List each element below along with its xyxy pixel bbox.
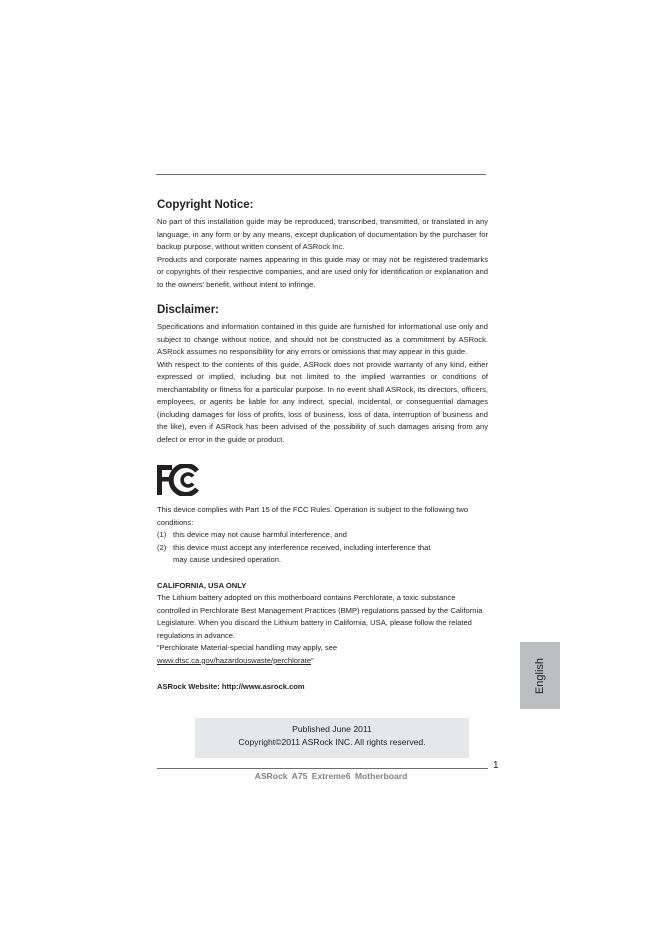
condition-text: this device must accept any interference received, including interference that bbox=[173, 542, 431, 552]
fcc-condition bbox=[157, 542, 488, 555]
condition-continuation: may cause undesired operation. bbox=[173, 555, 282, 564]
fcc-statement: This device complies with Part 15 of the FCC Rules. Operation is subject to the following two conditions: bbox=[157, 505, 469, 527]
copyright-line: Copyright©2011 ASRock INC. All rights reserved. bbox=[238, 737, 426, 747]
dtsc-link[interactable]: www.dtsc.ca.gov/hazardouswaste/perchlorate bbox=[157, 655, 312, 665]
copyright-paragraph: Products and corporate names appearing in this guide may or may not be registered trademarks or copyrights of their respective companies, and are used only for identification or explanation and to the owners' benefit, without intent to infringe. bbox=[157, 254, 488, 289]
top-divider bbox=[156, 174, 486, 175]
published-box bbox=[195, 718, 469, 758]
california-heading: CALIFORNIA, USA ONLY bbox=[157, 580, 247, 590]
california-note: “Perchlorate Material-special handling may apply, see bbox=[157, 643, 338, 652]
copyright-paragraph: No part of this installation guide may be reproduced, transcribed, transmitted, or translated in any language, in any form or by any means, except duplication of documentation by the purchaser for backup purpose, without written consent of ASRock Inc. bbox=[157, 217, 488, 251]
fcc-logo-icon bbox=[157, 464, 201, 496]
asrock-website: ASRock Website: http://www.asrock.com bbox=[157, 682, 305, 691]
california-link-line bbox=[157, 655, 488, 668]
disclaimer-heading: Disclaimer: bbox=[157, 304, 220, 316]
condition-text: this device may not cause harmful interference, and bbox=[173, 530, 347, 539]
link-suffix: ” bbox=[311, 655, 314, 665]
disclaimer-paragraph: Specifications and information contained in this guide are furnished for informational use only and subject to change without notice, and should not be constructed as a commitment by ASRock. ASRock assumes no responsibility for any errors or omissions that may appear in this guide. bbox=[157, 322, 488, 356]
disclaimer-paragraph: With respect to the contents of this guide, ASRock does not provide warranty of any kind, either expressed or implied, including but not limited to the implied warranties or conditions of merchantability or fitness for a particular purpose. In no event shall ASRock, its directors, officers, employees, or agents be liable for any indirect, special, incidental, or consequential damages (including damages for loss of profits, loss of business, loss of data, interruption of business and the like), even if ASRock has been advised of the possibility of such damages arising from any defect or error in the guide or product. bbox=[157, 359, 488, 444]
footer-title: ASRock A75 Extreme6 Motherboard bbox=[254, 771, 408, 781]
bottom-divider bbox=[157, 768, 488, 769]
condition-number: (1) bbox=[157, 530, 167, 539]
published-date: Published June 2011 bbox=[292, 724, 372, 734]
language-label: English bbox=[534, 657, 546, 694]
copyright-heading: Copyright Notice: bbox=[157, 199, 254, 211]
page-number: 1 bbox=[493, 760, 499, 771]
condition-number: (2) bbox=[157, 542, 167, 552]
page-content bbox=[157, 196, 488, 694]
california-text: The Lithium battery adopted on this motherboard contains Perchlorate, a toxic substance controlled in Perchlorate Best Management Practices (BMP) regulations passed by the California Legislature. When you discard the Lithium battery in California, USA, please follow the related regulations in advance. bbox=[157, 593, 483, 640]
language-tab bbox=[520, 642, 560, 709]
fcc-condition bbox=[157, 529, 488, 542]
